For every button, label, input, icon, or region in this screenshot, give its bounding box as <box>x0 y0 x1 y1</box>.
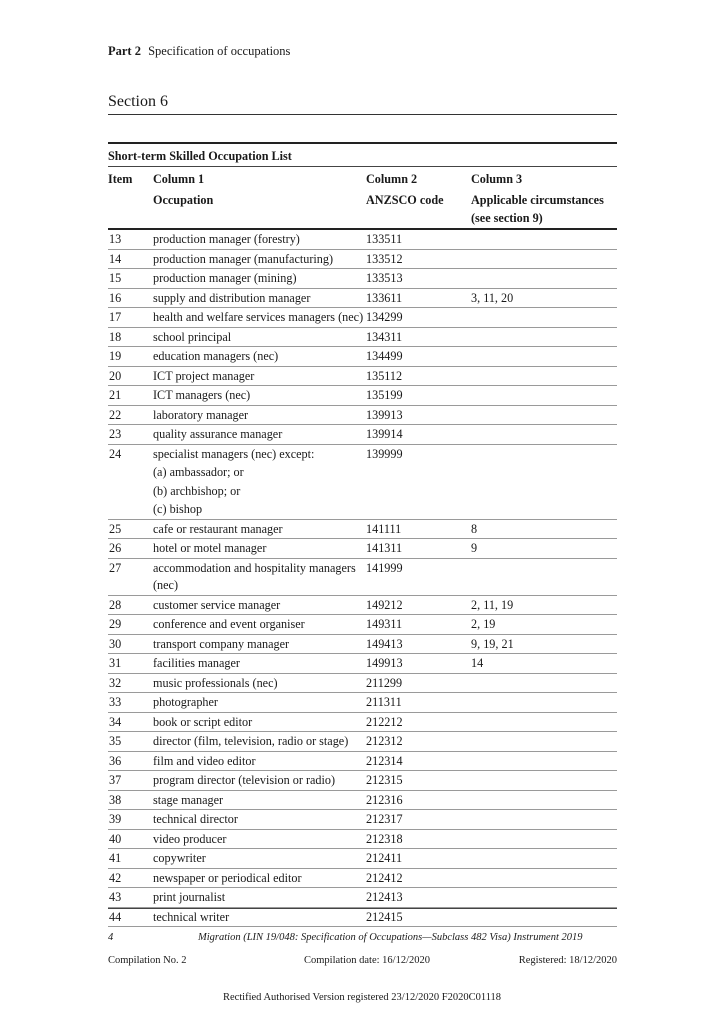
table-row <box>108 771 617 791</box>
section-heading: Section 6 <box>108 93 617 115</box>
occupation-cell <box>153 347 366 367</box>
item-number: 42 <box>108 868 153 888</box>
occupation-cell <box>153 790 366 810</box>
table-row <box>108 888 617 908</box>
table-row <box>108 558 617 595</box>
anzsco-code: 135199 <box>366 386 471 406</box>
anzsco-code: 211311 <box>366 693 471 713</box>
occupation-cell <box>153 634 366 654</box>
item-number: 35 <box>108 732 153 752</box>
anzsco-code: 212316 <box>366 790 471 810</box>
occupation-name: music professionals (nec) <box>153 675 278 690</box>
occupation-cell <box>153 288 366 308</box>
header-column-1: Column 1 <box>153 172 205 186</box>
table-row <box>108 229 617 249</box>
occupation-cell <box>153 327 366 347</box>
occupation-cell <box>153 539 366 559</box>
occupation-cell <box>153 269 366 289</box>
table-row <box>108 673 617 693</box>
applicable-circumstances: 14 <box>471 654 617 674</box>
header-item: Item <box>108 172 133 186</box>
anzsco-code: 149212 <box>366 595 471 615</box>
anzsco-code: 212411 <box>366 849 471 869</box>
applicable-circumstances <box>471 308 617 328</box>
applicable-circumstances: 9, 19, 21 <box>471 634 617 654</box>
occupation-cell <box>153 308 366 328</box>
anzsco-code: 133611 <box>366 288 471 308</box>
occupation-cell <box>153 868 366 888</box>
anzsco-code: 134311 <box>366 327 471 347</box>
applicable-circumstances <box>471 444 617 519</box>
occupation-name: print journalist <box>153 890 226 904</box>
part-label: Part 2 <box>108 44 141 58</box>
applicable-circumstances <box>471 347 617 367</box>
table-row <box>108 444 617 519</box>
item-number: 26 <box>108 539 153 559</box>
occupation-name: film and video editor <box>153 753 256 768</box>
item-number: 39 <box>108 810 153 830</box>
occupation-name: specialist managers (nec) except: <box>153 446 315 461</box>
item-number: 13 <box>108 229 153 249</box>
anzsco-code: 139999 <box>366 444 471 519</box>
occupation-name: transport company manager <box>153 636 290 651</box>
occupation-name: hotel or motel manager <box>153 541 267 555</box>
anzsco-code: 212412 <box>366 868 471 888</box>
applicable-circumstances <box>471 712 617 732</box>
occupation-name: stage manager <box>153 792 224 807</box>
occupation-name: ICT managers (nec) <box>153 388 251 402</box>
table-row <box>108 327 617 347</box>
occupation-table-container <box>108 142 617 927</box>
table-row <box>108 366 617 386</box>
table-row <box>108 693 617 713</box>
applicable-circumstances <box>471 673 617 693</box>
item-number: 21 <box>108 386 153 406</box>
occupation-cell <box>153 615 366 635</box>
item-number: 34 <box>108 712 153 732</box>
occupation-cell <box>153 673 366 693</box>
table-row <box>108 386 617 406</box>
occupation-cell <box>153 810 366 830</box>
occupation-name: school principal <box>153 329 232 344</box>
anzsco-code: 212315 <box>366 771 471 791</box>
table-row <box>108 732 617 752</box>
anzsco-code: 133512 <box>366 249 471 269</box>
anzsco-code: 133511 <box>366 229 471 249</box>
table-row <box>108 751 617 771</box>
header-column-2: Column 2 <box>366 172 418 186</box>
registered-date: Registered: 18/12/2020 <box>518 955 617 966</box>
applicable-circumstances: 9 <box>471 539 617 559</box>
item-number: 25 <box>108 519 153 539</box>
table-row <box>108 615 617 635</box>
table-row <box>108 712 617 732</box>
occupation-name: customer service manager <box>153 597 281 612</box>
applicable-circumstances <box>471 366 617 386</box>
applicable-circumstances <box>471 810 617 830</box>
occupation-name: cafe or restaurant manager <box>153 521 283 536</box>
item-number: 20 <box>108 366 153 386</box>
instrument-title: Migration (LIN 19/048: Specification of Occupations—Subclass 482 Visa) Instrument 2019 <box>198 932 583 943</box>
occupation-cell <box>153 595 366 615</box>
table-row <box>108 249 617 269</box>
applicable-circumstances <box>471 888 617 908</box>
applicable-circumstances <box>471 732 617 752</box>
part-title: Specification of occupations <box>148 44 291 58</box>
item-number: 32 <box>108 673 153 693</box>
occupation-cell <box>153 888 366 908</box>
occupation-name: book or script editor <box>153 714 253 729</box>
item-number: 44 <box>108 907 153 927</box>
anzsco-code: 141999 <box>366 558 471 595</box>
item-number: 40 <box>108 829 153 849</box>
item-number: 37 <box>108 771 153 791</box>
header-anzsco-code: ANZSCO code <box>366 188 471 229</box>
applicable-circumstances <box>471 425 617 445</box>
applicable-circumstances <box>471 405 617 425</box>
table-row <box>108 519 617 539</box>
anzsco-code: 211299 <box>366 673 471 693</box>
occupation-name: conference and event organiser <box>153 617 305 631</box>
compilation-date: Compilation date: 16/12/2020 <box>304 955 430 966</box>
occupation-cell <box>153 693 366 713</box>
occupation-cell <box>153 849 366 869</box>
running-head <box>108 44 290 59</box>
item-number: 31 <box>108 654 153 674</box>
applicable-circumstances <box>471 229 617 249</box>
applicable-circumstances <box>471 386 617 406</box>
applicable-circumstances: 3, 11, 20 <box>471 288 617 308</box>
anzsco-code: 134499 <box>366 347 471 367</box>
anzsco-code: 149311 <box>366 615 471 635</box>
table-title-row <box>108 143 617 167</box>
occupation-cell <box>153 712 366 732</box>
occupation-name: photographer <box>153 695 218 709</box>
occupation-name: copywriter <box>153 851 206 865</box>
item-number: 33 <box>108 693 153 713</box>
table-body <box>108 229 617 927</box>
item-number: 24 <box>108 444 153 519</box>
page-number: 4 <box>108 932 114 943</box>
anzsco-code: 212314 <box>366 751 471 771</box>
item-number: 17 <box>108 308 153 328</box>
occupation-name: technical director <box>153 812 238 826</box>
applicable-circumstances <box>471 790 617 810</box>
applicable-circumstances <box>471 693 617 713</box>
item-number: 27 <box>108 558 153 595</box>
occupation-exception: (b) archbishop; or <box>153 483 241 498</box>
table-row <box>108 654 617 674</box>
occupation-name: supply and distribution manager <box>153 290 311 305</box>
item-number: 28 <box>108 595 153 615</box>
occupation-cell <box>153 829 366 849</box>
occupation-name: ICT project manager <box>153 368 255 383</box>
occupation-cell <box>153 907 366 927</box>
footer-divider <box>108 908 617 909</box>
compilation-number: Compilation No. 2 <box>108 955 187 966</box>
table-row <box>108 288 617 308</box>
occupation-name: technical writer <box>153 909 230 924</box>
occupation-cell <box>153 249 366 269</box>
anzsco-code: 212212 <box>366 712 471 732</box>
applicable-circumstances <box>471 907 617 927</box>
occupation-name: laboratory manager <box>153 407 249 422</box>
occupation-cell <box>153 386 366 406</box>
occupation-cell <box>153 405 366 425</box>
applicable-circumstances <box>471 558 617 595</box>
anzsco-code: 149413 <box>366 634 471 654</box>
applicable-circumstances <box>471 829 617 849</box>
applicable-circumstances <box>471 327 617 347</box>
anzsco-code: 139914 <box>366 425 471 445</box>
table-title: Short-term Skilled Occupation List <box>108 143 617 167</box>
applicable-circumstances <box>471 849 617 869</box>
item-number: 43 <box>108 888 153 908</box>
item-number: 23 <box>108 425 153 445</box>
applicable-circumstances <box>471 269 617 289</box>
occupation-cell <box>153 425 366 445</box>
occupation-name: quality assurance manager <box>153 427 283 441</box>
table-row <box>108 829 617 849</box>
table-row <box>108 790 617 810</box>
header-occupation: Occupation <box>153 188 366 229</box>
occupation-name: video producer <box>153 831 227 846</box>
item-number: 41 <box>108 849 153 869</box>
anzsco-code: 212312 <box>366 732 471 752</box>
applicable-circumstances <box>471 868 617 888</box>
table-row <box>108 405 617 425</box>
item-number: 30 <box>108 634 153 654</box>
anzsco-code: 139913 <box>366 405 471 425</box>
occupation-name: accommodation and hospitality managers (nec) <box>153 560 356 592</box>
occupation-name: facilities manager <box>153 656 240 670</box>
occupation-cell <box>153 366 366 386</box>
occupation-name: health and welfare services managers (nec) <box>153 310 364 324</box>
occupation-cell <box>153 229 366 249</box>
occupation-name: program director (television or radio) <box>153 773 336 787</box>
header-row-labels <box>108 167 617 189</box>
header-applicable-circumstances: Applicable circumstances (see section 9) <box>471 188 617 229</box>
table-row <box>108 308 617 328</box>
occupation-exception: (a) ambassador; or <box>153 465 244 479</box>
table-row <box>108 868 617 888</box>
header-column-3: Column 3 <box>471 172 523 186</box>
anzsco-code: 149913 <box>366 654 471 674</box>
table-row <box>108 595 617 615</box>
table-row <box>108 269 617 289</box>
anzsco-code: 212415 <box>366 907 471 927</box>
item-number: 18 <box>108 327 153 347</box>
item-number: 15 <box>108 269 153 289</box>
occupation-name: production manager (mining) <box>153 271 297 285</box>
item-number: 14 <box>108 249 153 269</box>
occupation-cell <box>153 654 366 674</box>
header-row-descriptions <box>108 188 617 229</box>
applicable-circumstances: 8 <box>471 519 617 539</box>
applicable-circumstances: 2, 19 <box>471 615 617 635</box>
applicable-circumstances: 2, 11, 19 <box>471 595 617 615</box>
anzsco-code: 212318 <box>366 829 471 849</box>
occupation-name: education managers (nec) <box>153 349 279 363</box>
applicable-circumstances <box>471 771 617 791</box>
item-number: 16 <box>108 288 153 308</box>
item-number: 19 <box>108 347 153 367</box>
table-row <box>108 810 617 830</box>
occupation-cell <box>153 444 366 519</box>
anzsco-code: 141311 <box>366 539 471 559</box>
table-row <box>108 425 617 445</box>
anzsco-code: 135112 <box>366 366 471 386</box>
occupation-cell <box>153 558 366 595</box>
occupation-name: director (film, television, radio or stage) <box>153 734 349 748</box>
authorised-version-note: Rectified Authorised Version registered 23/12/2020 F2020C01118 <box>222 992 502 1003</box>
table-row <box>108 347 617 367</box>
anzsco-code: 212413 <box>366 888 471 908</box>
item-number: 36 <box>108 751 153 771</box>
anzsco-code: 134299 <box>366 308 471 328</box>
table-row <box>108 907 617 927</box>
applicable-circumstances <box>471 751 617 771</box>
occupation-name: newspaper or periodical editor <box>153 870 302 885</box>
anzsco-code: 212317 <box>366 810 471 830</box>
occupation-cell <box>153 732 366 752</box>
occupation-cell <box>153 771 366 791</box>
table-row <box>108 539 617 559</box>
table-row <box>108 849 617 869</box>
table-row <box>108 634 617 654</box>
occupation-name: production manager (forestry) <box>153 232 300 246</box>
applicable-circumstances <box>471 249 617 269</box>
occupation-exception: (c) bishop <box>153 502 203 516</box>
occupation-cell <box>153 751 366 771</box>
item-number: 38 <box>108 790 153 810</box>
item-number: 22 <box>108 405 153 425</box>
occupation-table <box>108 142 617 927</box>
occupation-cell <box>153 519 366 539</box>
anzsco-code: 133513 <box>366 269 471 289</box>
item-number: 29 <box>108 615 153 635</box>
anzsco-code: 141111 <box>366 519 471 539</box>
occupation-name: production manager (manufacturing) <box>153 251 334 266</box>
